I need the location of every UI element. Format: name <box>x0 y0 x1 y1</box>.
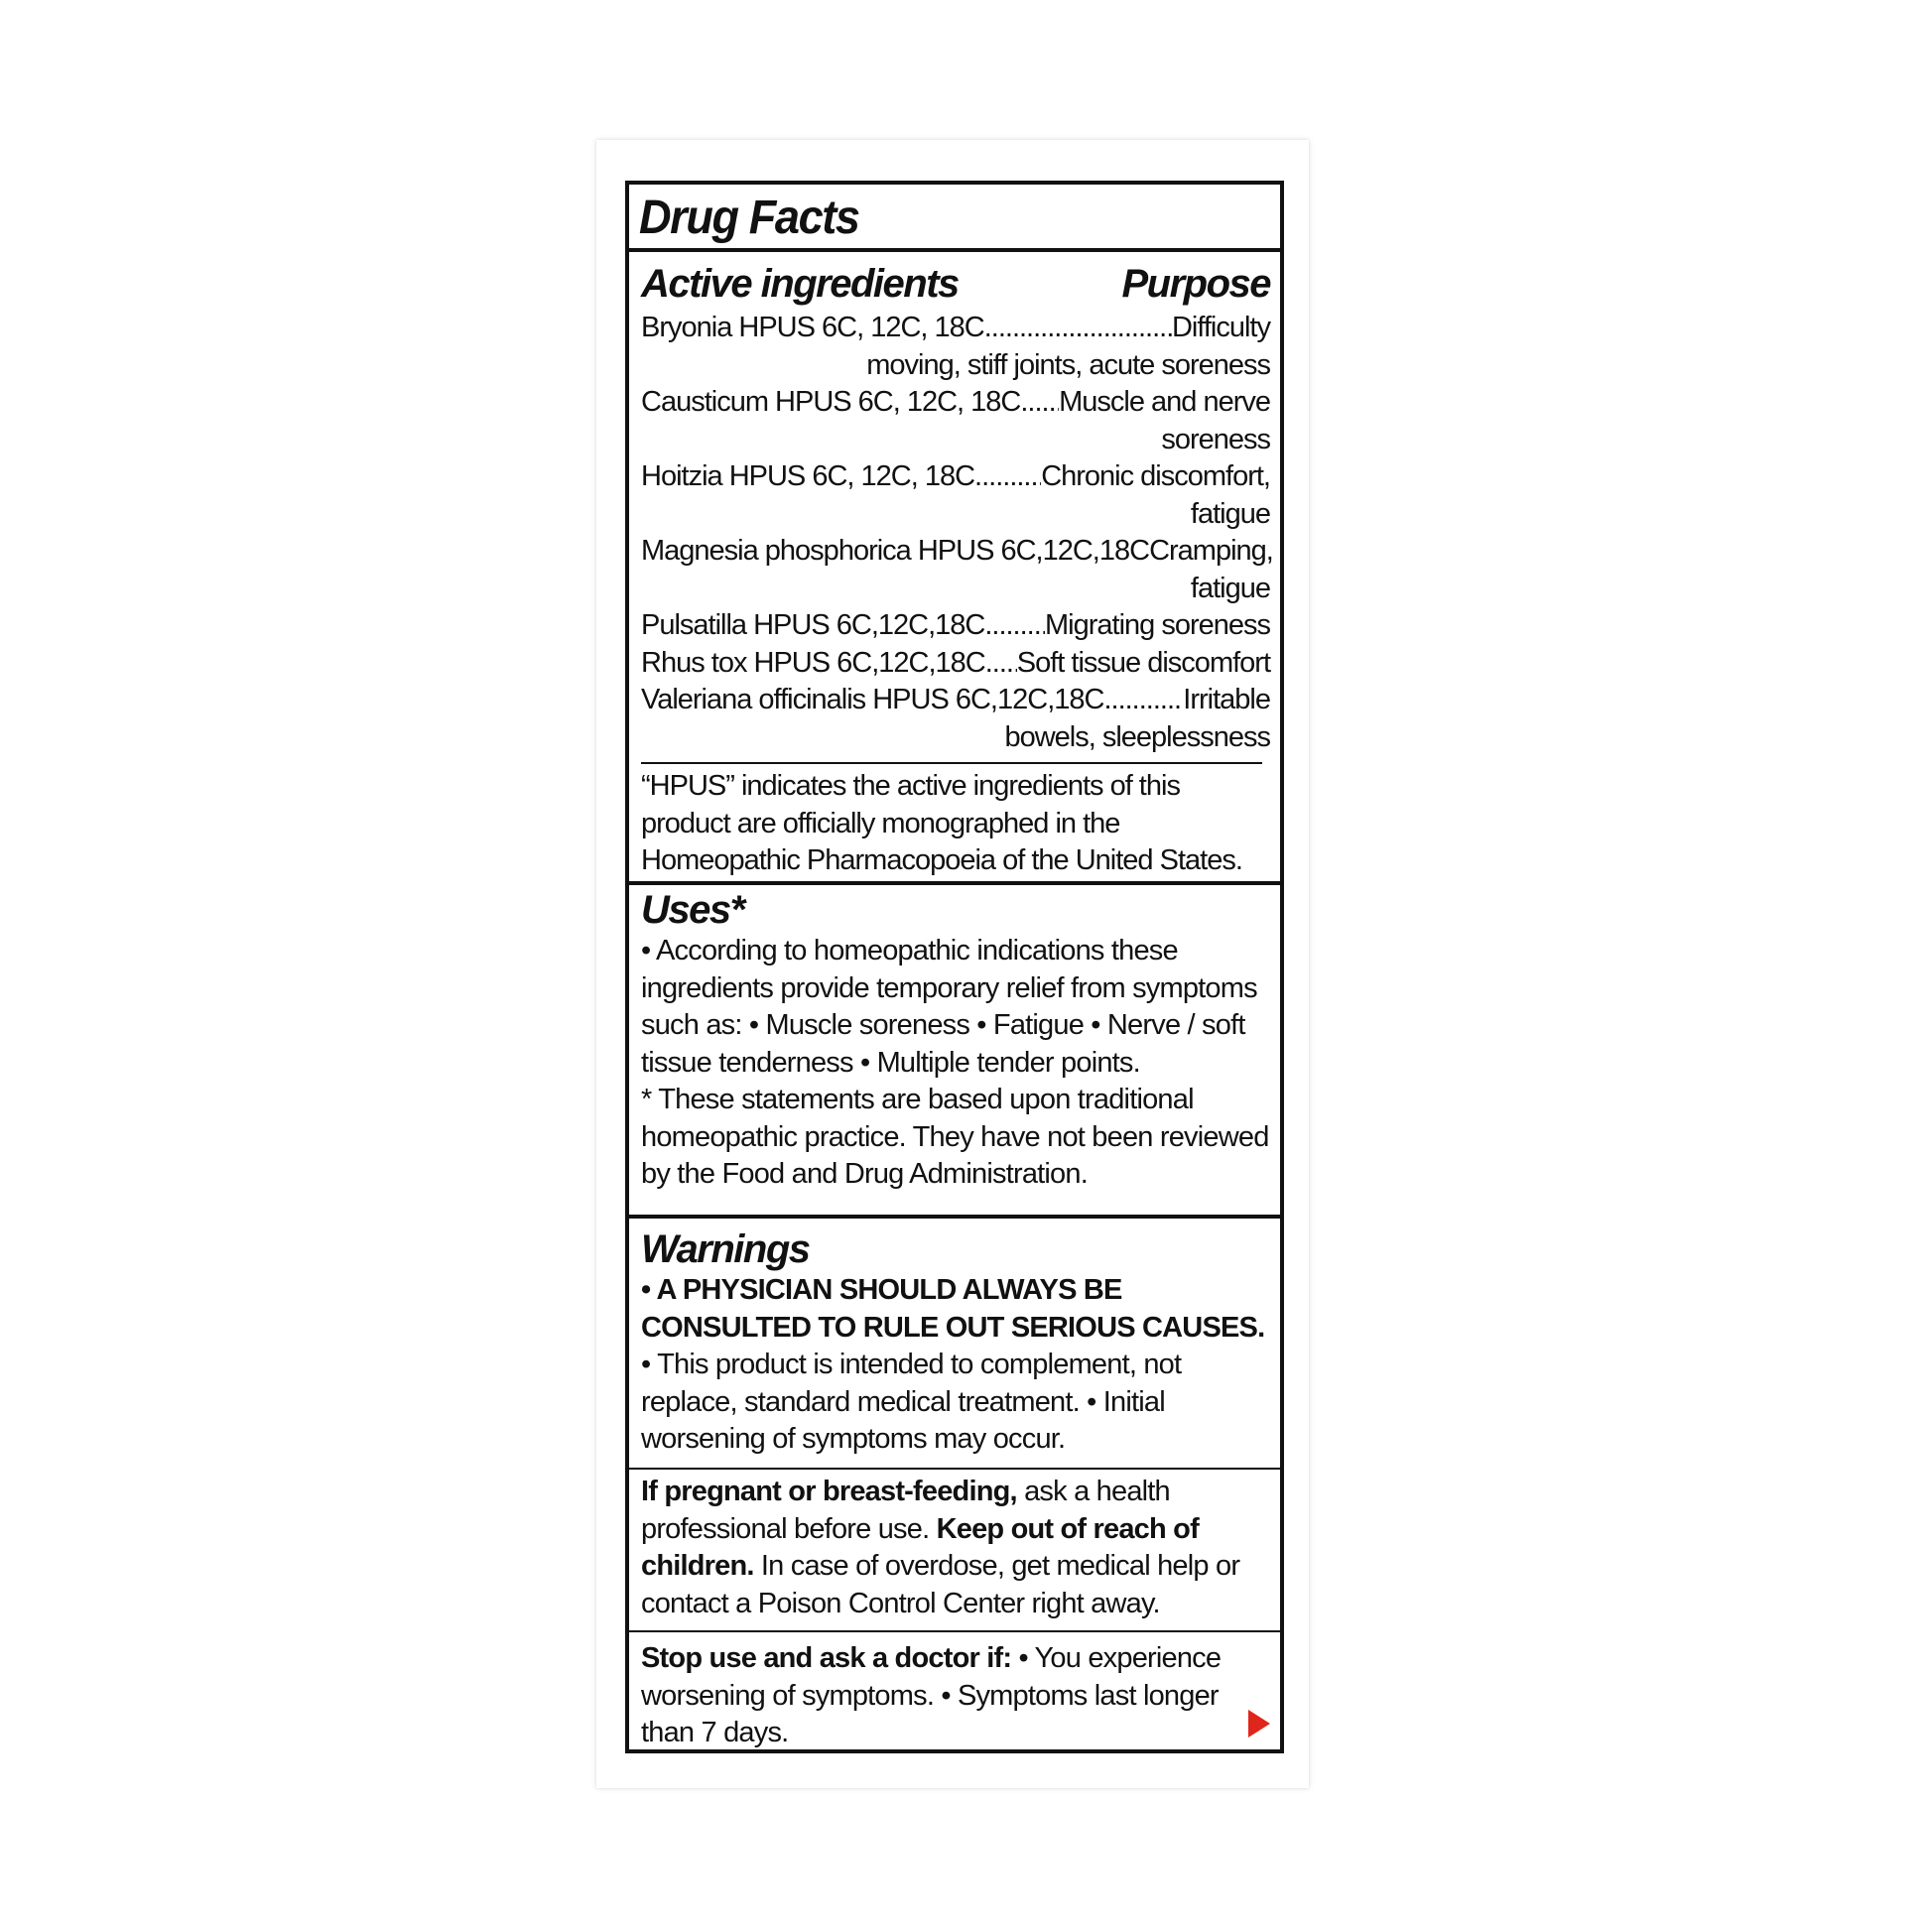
ingredient-name: Magnesia phosphorica HPUS 6C,12C,18C <box>641 535 1150 567</box>
hpus-note: “HPUS” indicates the active ingredients of this product are officially monographed in the Homeopathic Pharmacopoeia of the United States. <box>641 770 1242 876</box>
warnings-bold: • A PHYSICIAN SHOULD ALWAYS BE CONSULTED TO RULE OUT SERIOUS CAUSES. <box>641 1274 1265 1344</box>
ingredient-purpose: Muscle and nerve <box>1059 386 1270 418</box>
leader-dots <box>984 310 1172 347</box>
ingredient-row <box>641 310 1270 347</box>
ingredient-name: Hoitzia HPUS 6C, 12C, 18C <box>641 460 975 492</box>
ingredient-row <box>641 384 1270 422</box>
ingredient-list <box>641 310 1273 756</box>
warnings-text <box>641 1272 1270 1459</box>
leader-dots <box>974 458 1041 496</box>
purpose-heading: Purpose <box>1121 262 1270 306</box>
ingredient-purpose: Irritable <box>1183 684 1270 715</box>
leader-dots <box>984 607 1045 645</box>
drug-facts-title: Drug Facts <box>639 192 859 244</box>
leader-dots <box>985 645 1017 683</box>
ingredient-purpose-continued: fatigue <box>1190 572 1270 604</box>
leader-dots <box>1020 384 1059 422</box>
ingredient-row <box>641 533 1273 571</box>
drug-facts-panel <box>625 181 1284 1753</box>
stop-use-section <box>629 1632 1280 1751</box>
ingredient-row <box>641 458 1270 496</box>
continue-arrow-icon <box>1248 1710 1270 1738</box>
ingredient-row <box>641 682 1270 719</box>
ingredient-name: Rhus tox HPUS 6C,12C,18C <box>641 646 985 679</box>
ingredient-purpose: Soft tissue discomfort <box>1016 646 1270 679</box>
warnings-rest: • This product is intended to complement, not replace, standard medical treatment. • Initial worsening of symptoms may occur. <box>641 1349 1182 1455</box>
pregnancy-text-2: In case of overdose, get medical help or contact a Poison Control Center right away. <box>641 1550 1240 1619</box>
uses-section <box>629 885 1280 1219</box>
leader-dots <box>1103 682 1183 719</box>
keep-out-bold: Keep out of reach of children. <box>641 1512 1199 1582</box>
ingredient-purpose: Chronic discomfort, <box>1041 460 1270 492</box>
uses-heading: Uses* <box>641 888 744 932</box>
ingredient-name: Pulsatilla HPUS 6C,12C,18C <box>641 609 985 641</box>
ingredient-purpose-continued: moving, stiff joints, acute soreness <box>866 348 1270 381</box>
ingredient-name: Causticum HPUS 6C, 12C, 18C <box>641 386 1021 418</box>
ingredient-purpose-continued: soreness <box>1161 423 1270 455</box>
title-section <box>629 185 1280 252</box>
ingredient-purpose: Migrating soreness <box>1045 609 1270 641</box>
uses-text: • According to homeopathic indications these ingredients provide temporary relief from symptoms such as: • Muscle soreness • Fatigue • Nerve / soft tissue tenderness • Multiple tender points. <box>641 935 1257 1079</box>
ingredient-row <box>641 645 1270 683</box>
active-heading-row <box>641 254 1270 310</box>
ingredient-purpose: Difficulty <box>1171 312 1270 343</box>
ingredient-name: Bryonia HPUS 6C, 12C, 18C <box>641 312 984 343</box>
stop-use-rest: • You experience worsening of symptoms. • Symptoms last longer than 7 days. <box>641 1642 1222 1748</box>
ingredient-purpose-continued: fatigue <box>1190 497 1270 530</box>
stop-use-text <box>641 1640 1270 1752</box>
active-ingredients-heading: Active ingredients <box>641 262 959 306</box>
ingredient-purpose-continued: bowels, sleeplessness <box>1004 720 1270 753</box>
ingredient-name: Valeriana officinalis HPUS 6C,12C,18C <box>641 684 1104 715</box>
ingredient-purpose: Cramping, <box>1149 535 1273 567</box>
warnings-section <box>629 1219 1280 1470</box>
pregnancy-bold: If pregnant or breast-feeding, <box>641 1476 1017 1507</box>
ingredient-row <box>641 607 1270 645</box>
uses-disclaimer: * These statements are based upon traditional homeopathic practice. They have not been reviewed by the Food and Drug Administration. <box>641 1084 1269 1190</box>
active-ingredients-section <box>629 252 1280 885</box>
pregnancy-text <box>641 1474 1270 1622</box>
stop-use-bold: Stop use and ask a doctor if: <box>641 1642 1012 1674</box>
pregnancy-text-1: ask a health professional before use. <box>641 1476 1170 1545</box>
pregnancy-section <box>629 1470 1280 1632</box>
warnings-heading: Warnings <box>641 1227 810 1271</box>
